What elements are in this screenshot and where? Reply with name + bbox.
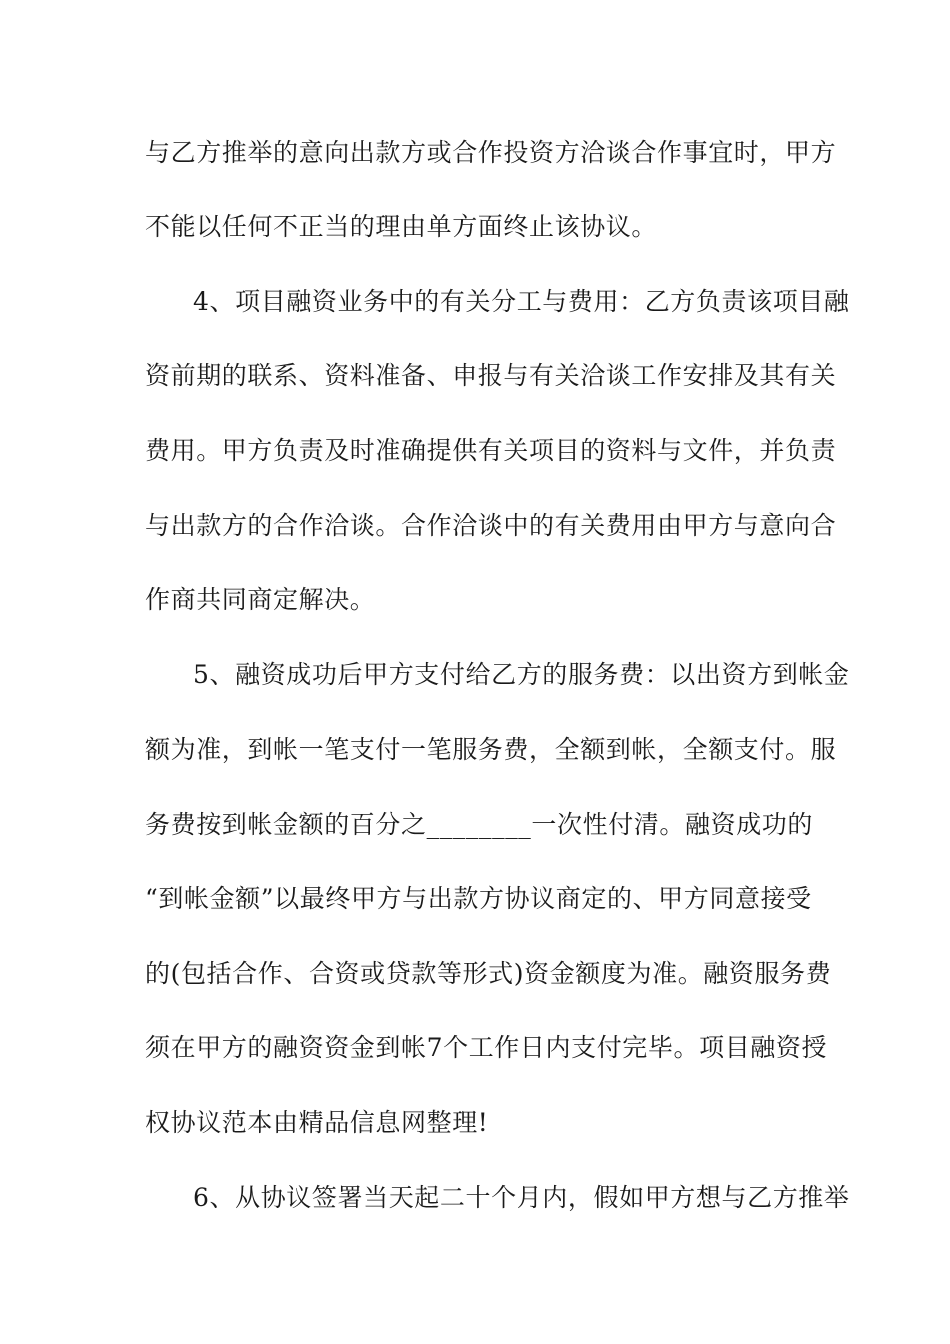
text-line: 与乙方推举的意向出款方或合作投资方洽谈合作事宜时，甲方 (145, 138, 837, 167)
text-line: 的(包括合作、合资或贷款等形式)资金额度为准。融资服务费 (145, 959, 832, 988)
text-line: 权协议范本由精品信息网整理! (145, 1108, 489, 1137)
text-line: 与出款方的合作洽谈。合作洽谈中的有关费用由甲方与意向合 (145, 511, 837, 540)
paragraph-5-start: 5、融资成功后甲方支付给乙方的服务费：以出资方到帐金 (193, 660, 850, 689)
text-line: 务费按到帐金额的百分之________一次性付清。融资成功的 (145, 810, 814, 839)
text-line: “到帐金额”以最终甲方与出款方协议商定的、甲方同意接受 (145, 884, 812, 913)
paragraph-4-start: 4、项目融资业务中的有关分工与费用：乙方负责该项目融 (193, 287, 850, 316)
text-line: 额为准，到帐一笔支付一笔服务费，全额到帐，全额支付。服 (145, 735, 837, 764)
paragraph-6-start: 6、从协议签署当天起二十个月内，假如甲方想与乙方推举 (193, 1183, 850, 1212)
text-line: 费用。甲方负责及时准确提供有关项目的资料与文件，并负责 (145, 436, 837, 465)
text-line: 作商共同商定解决。 (145, 585, 376, 614)
text-line: 不能以任何不正当的理由单方面终止该协议。 (145, 212, 658, 241)
text-line: 须在甲方的融资资金到帐7个工作日内支付完毕。项目融资授 (145, 1033, 828, 1062)
text-line: 资前期的联系、资料准备、申报与有关洽谈工作安排及其有关 (145, 361, 837, 390)
